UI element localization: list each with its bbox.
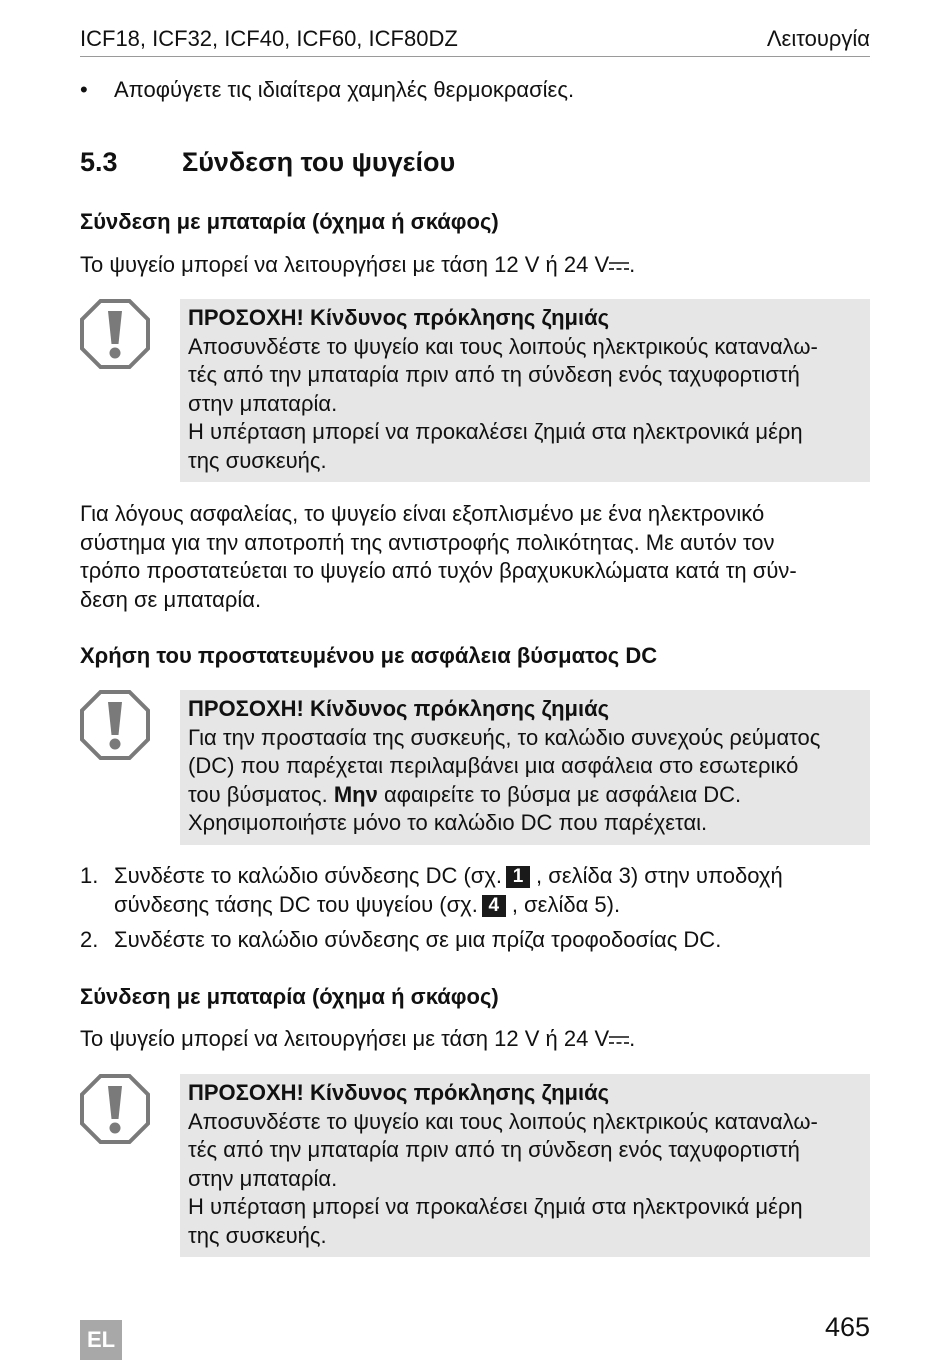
bullet-dot: • <box>80 77 88 102</box>
section-title: Σύνδεση του ψυγείου <box>182 147 456 177</box>
battery-voltage-label: Το ψυγείο μπορεί να λειτουργήσει με τάση 12 V ή 24 V <box>80 1026 610 1051</box>
caution-line: της συσκευής. <box>188 1222 327 1248</box>
subheading-battery: Σύνδεση με μπαταρία (όχημα ή σκάφος) <box>80 209 499 234</box>
caution-title: ΠΡΟΣΟΧΗ! Κίνδυνος πρόκλησης ζημιάς <box>188 305 610 330</box>
step-number: 2. <box>80 927 99 952</box>
battery-voltage-label: Το ψυγείο μπορεί να λειτουργήσει με τάση 12 V ή 24 V <box>80 252 610 277</box>
caution-text: αφαιρείτε το βύσμα με ασφάλεια DC. <box>377 781 742 807</box>
caution-line: Η υπέρταση μπορεί να προκαλέσει ζημιά στα ηλεκτρονικά μέρη <box>188 1194 803 1219</box>
caution-title: ΠΡΟΣΟΧΗ! Κίνδυνος πρόκλησης ζημιάς <box>188 696 610 721</box>
figure-ref: 1 <box>506 866 530 888</box>
caution-line: Για την προστασία της συσκευής, το καλώδιο συνεχούς ρεύματος <box>188 724 821 750</box>
paragraph-line: σύστημα για την αποτροπή της αντιστροφής πολικότητας. Με αυτόν τον <box>80 529 775 555</box>
step-text: Συνδέστε το καλώδιο σύνδεσης σε μια πρίζα τροφοδοσίας DC. <box>114 927 722 952</box>
polarity-paragraph <box>80 500 870 614</box>
caution-line: στην μπαταρία. <box>188 1165 338 1191</box>
caution-line: τές από την μπαταρία πριν από τη σύνδεση ενός ταχυφορτιστή <box>188 1137 800 1162</box>
caution-line: Η υπέρταση μπορεί να προκαλέσει ζημιά στα ηλεκτρονικά μέρη <box>188 419 803 444</box>
battery-voltage-text <box>80 1025 870 1054</box>
list-item <box>80 926 870 956</box>
paragraph-line: τρόπο προστατεύεται το ψυγείο από τυχόν βραχυκυκλώματα κατά τη σύν- <box>80 558 797 583</box>
subheading-dc-plug: Χρήση του προστατευμένου με ασφάλεια βύσματος DC <box>80 643 658 668</box>
caution-title: ΠΡΟΣΟΧΗ! Κίνδυνος πρόκλησης ζημιάς <box>188 1080 610 1105</box>
list-item <box>80 862 870 920</box>
caution-line: τές από την μπαταρία πριν από τη σύνδεση ενός ταχυφορτιστή <box>188 362 800 387</box>
paragraph-line: Για λόγους ασφαλείας, το ψυγείο είναι εξοπλισμένο με ένα ηλεκτρονικό <box>80 501 765 526</box>
paragraph-line: δεση σε μπαταρία. <box>80 586 262 612</box>
warning-icon <box>80 299 150 369</box>
step-text-part: Συνδέστε το καλώδιο σύνδεσης DC (σχ. <box>114 863 503 888</box>
caution-line: Αποσυνδέστε το ψυγείο και τους λοιπούς ηλεκτρικούς καταναλω- <box>188 333 818 359</box>
caution-text: του βύσματος. <box>188 781 334 807</box>
caution-line: (DC) που παρέχεται περιλαμβάνει μια ασφάλεια στο εσωτερικό <box>188 753 799 778</box>
caution-line: Χρησιμοποιήστε μόνο το καλώδιο DC που παρέχεται. <box>188 810 708 835</box>
caution-notice <box>180 1074 870 1257</box>
page-header <box>80 24 870 57</box>
caution-line: της συσκευής. <box>188 447 327 473</box>
step-text-part: , σελίδα 3) στην υποδοχή <box>536 863 783 888</box>
step-text-part: , σελίδα 5). <box>511 891 621 917</box>
figure-ref: 4 <box>482 895 506 917</box>
section-number: 5.3 <box>80 147 118 177</box>
dc-symbol-icon <box>609 1034 629 1046</box>
step-text-part: σύνδεσης τάσης DC του ψυγείου (σχ. <box>114 891 478 917</box>
subheading-battery: Σύνδεση με μπαταρία (όχημα ή σκάφος) <box>80 984 499 1009</box>
step-number: 1. <box>80 863 99 888</box>
header-models: ICF18, ICF32, ICF40, ICF60, ICF80DZ <box>80 26 458 51</box>
warning-icon <box>80 1074 150 1144</box>
battery-voltage-period: . <box>629 252 636 277</box>
dc-symbol-icon <box>609 260 629 272</box>
bullet-text: Αποφύγετε τις ιδιαίτερα χαμηλές θερμοκρασίες. <box>114 77 575 102</box>
warning-icon <box>80 690 150 760</box>
language-badge: EL <box>80 1320 122 1360</box>
header-section: Λειτουργία <box>766 26 870 51</box>
page-number: 465 <box>824 1312 870 1342</box>
caution-line <box>188 781 862 810</box>
caution-line: Αποσυνδέστε το ψυγείο και τους λοιπούς ηλεκτρικούς καταναλω- <box>188 1108 818 1134</box>
battery-voltage-period: . <box>629 1026 636 1051</box>
step-text <box>114 862 870 919</box>
caution-line: στην μπαταρία. <box>188 390 338 416</box>
caution-emphasis: Μην <box>333 781 378 807</box>
battery-voltage-text <box>80 251 870 280</box>
caution-notice <box>180 299 870 482</box>
caution-notice <box>180 690 870 845</box>
